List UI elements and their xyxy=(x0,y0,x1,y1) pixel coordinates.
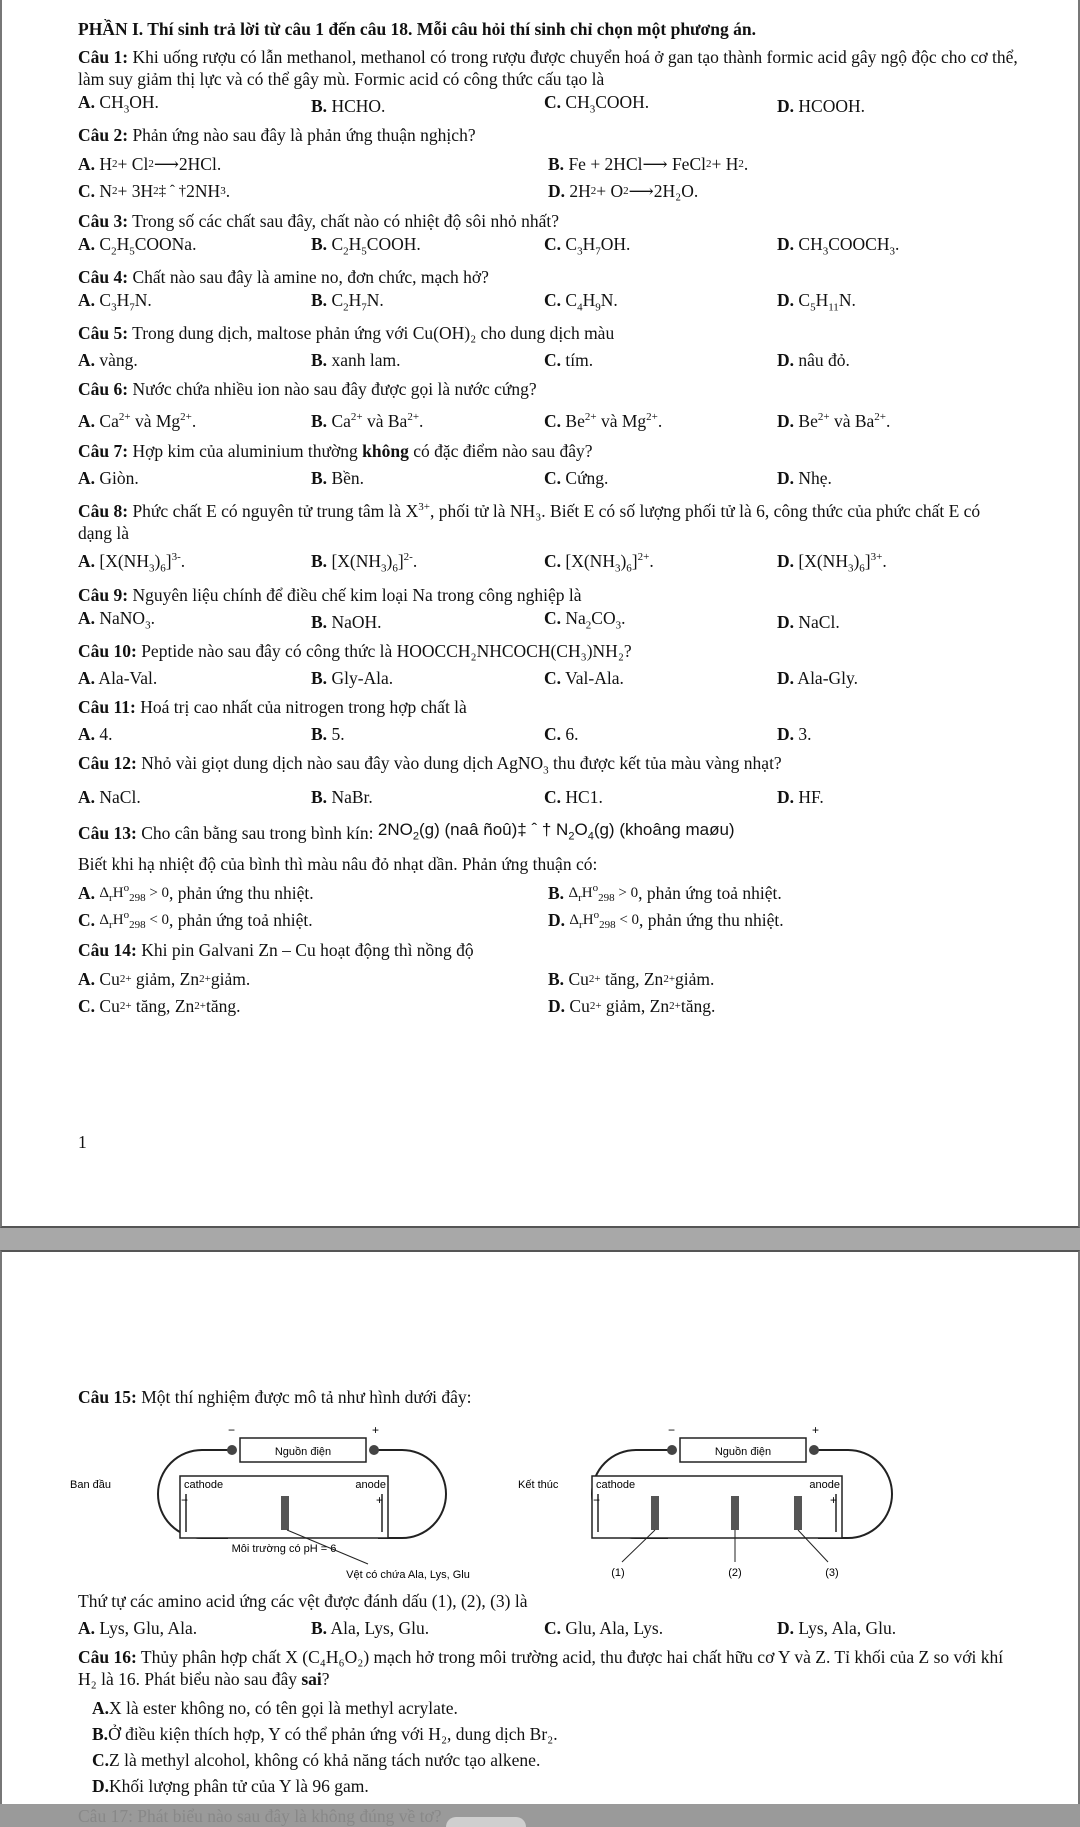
fig1-cathode-label: cathode xyxy=(184,1479,224,1491)
question-7 xyxy=(78,440,1018,490)
fig2-minus: − xyxy=(668,1423,676,1437)
q9-option-a[interactable]: A. NaNO$_3$. xyxy=(78,608,155,632)
q4-option-a[interactable]: A. $C_3H_7N$. xyxy=(78,290,152,314)
q16-option-d[interactable]: D. Khối lượng phân tử của Y là 96 gam. xyxy=(92,1776,369,1796)
q6-option-d[interactable]: D. $Be^{2+}$ và $Ba^{2+}$. xyxy=(777,410,891,431)
q7-number: Câu 7: xyxy=(78,441,129,461)
q16-number: Câu 16: xyxy=(78,1647,137,1667)
q14-option-a[interactable]: A. Cu 2+ giảm, Zn 2+ giảm. xyxy=(78,968,251,989)
question-3 xyxy=(78,210,1018,260)
q7-option-a[interactable]: A. Giòn. xyxy=(78,468,139,488)
q15-option-c[interactable]: C. Glu, Ala, Lys. xyxy=(544,1618,664,1638)
q5-option-d[interactable]: D. nâu đỏ. xyxy=(777,350,850,370)
equilibrium-arrow-icon: ‡ ˆ † xyxy=(158,182,187,199)
fig1-source-label: Nguồn điện xyxy=(274,1446,332,1458)
q14-number: Câu 14: xyxy=(78,940,137,961)
q3-option-d[interactable]: D. $CH_3COOCH_3$. xyxy=(777,234,900,258)
q7-option-d[interactable]: D. Nhẹ. xyxy=(777,468,832,488)
q8-option-b[interactable]: B. $[X(NH_3)_6]^{2-}$. xyxy=(311,551,418,575)
q11-option-b[interactable]: B. 5. xyxy=(311,723,345,744)
q5-number: Câu 5: xyxy=(78,323,129,343)
q12-number: Câu 12: xyxy=(78,752,137,773)
q13-option-b[interactable]: B. $\Delta_rH^o_{298} > 0$ , phản ứng toả nhiệt. xyxy=(548,881,782,904)
q13-option-a[interactable]: A. $\Delta_rH^o_{298} > 0$ , phản ứng thu nhiệt. xyxy=(78,881,314,904)
q6-option-b[interactable]: B. $Ca^{2+}$ và $Ba^{2+}$. xyxy=(311,410,424,431)
q4-text: Chất nào sau đây là amine no, đơn chức, mạch hở? xyxy=(128,267,489,287)
q2-option-d[interactable]: D. 2H 2 + O 2 ⟶ 2H₂O. xyxy=(548,180,699,201)
question-10 xyxy=(78,640,1018,690)
q8-option-d[interactable]: D. $[X(NH_3)_6]^{3+}$. xyxy=(777,551,887,575)
fig2-end-label: Kết thúc xyxy=(518,1479,559,1491)
page-2 xyxy=(0,1250,1080,1826)
q11-text: Hoá trị cao nhất của nitrogen trong hợp chất là xyxy=(135,696,467,717)
q5-option-a[interactable]: A. vàng. xyxy=(78,350,138,370)
q3-option-a[interactable]: A. $C_2H_5COONa$. xyxy=(78,234,197,258)
q10-text: Peptide nào sau đây có công thức là HOOCCH₂NHCOCH(CH₃)NH₂? xyxy=(136,640,632,661)
page-2-content xyxy=(70,1386,1018,1826)
fig1-minus: − xyxy=(228,1423,236,1437)
arrow-icon: ⟶ xyxy=(153,153,179,174)
q16-option-b[interactable]: B. Ở điều kiện thích hợp, Y có thể phản ứng với H₂, dung dịch Br₂. xyxy=(92,1724,558,1744)
q2-option-c[interactable]: C. N 2 + 3H 2 ‡ ˆ † 2NH 3 . xyxy=(78,180,231,201)
question-2 xyxy=(78,124,1018,204)
q11-number: Câu 11: xyxy=(78,696,136,717)
q10-option-a[interactable]: A. Ala-Val. xyxy=(78,667,158,688)
question-11 xyxy=(78,696,1018,746)
question-6 xyxy=(78,378,1018,434)
q13-text: Cho cân bằng sau trong bình kín: xyxy=(136,823,378,844)
q13-equation: $2NO_2(g)$ (naâ ñoû)‡ ˆ † $N_2O_4(g)$ (khoâng maøu) xyxy=(377,820,735,843)
q5-text: Trong dung dịch, maltose phản ứng với Cu(OH)₂ cho dung dịch màu xyxy=(128,323,615,343)
fig2-mark-2: (2) xyxy=(728,1567,742,1579)
comment-bubble xyxy=(446,1817,526,1827)
q3-option-b[interactable]: B. $C_2H_5COOH$. xyxy=(311,234,421,258)
q12-option-a[interactable]: A. NaCl. xyxy=(78,787,141,808)
fig2-cathode-label: cathode xyxy=(596,1479,636,1491)
q16-emphasis: sai xyxy=(301,1669,322,1689)
q16-text: Thủy phân hợp chất X (C₄H₆O₂) mạch hở trong môi trường acid, thu được hai chất hữu cơ Y và Z. Tỉ khối của Z so với khí H₂ là 16. Phát biểu nào sau đây xyxy=(78,1647,1004,1689)
fig1-env-label: Môi trường có pH = 6 xyxy=(231,1543,337,1555)
q16-option-c[interactable]: C. Z là methyl alcohol, không có khả năng tách nước tạo alkene. xyxy=(92,1750,541,1770)
q9-option-c[interactable]: C. $Na_2CO_3$. xyxy=(544,608,626,632)
q1-option-d[interactable]: D. HCOOH. xyxy=(777,96,865,116)
fig1-anode-label: anode xyxy=(355,1479,386,1491)
fig1-cathode-sign: − xyxy=(181,1493,189,1507)
fig2-spot-2 xyxy=(731,1496,739,1530)
electrophoresis-figures xyxy=(68,1412,1018,1590)
q12-text-end: thu được kết tủa màu vàng nhạt? xyxy=(548,752,782,773)
q15-option-d[interactable]: D. Lys, Ala, Glu. xyxy=(777,1618,897,1638)
q8-text: Phức chất E có nguyên tử trung tâm là X xyxy=(128,500,419,521)
q10-option-b[interactable]: B. Gly-Ala. xyxy=(311,667,394,688)
q13-number: Câu 13: xyxy=(78,823,137,844)
q5-option-b[interactable]: B. xanh lam. xyxy=(311,350,401,370)
q4-number: Câu 4: xyxy=(78,267,129,287)
q10-option-d[interactable]: D. Ala-Gly. xyxy=(777,667,859,688)
q5-option-c[interactable]: C. tím. xyxy=(544,350,594,370)
fig2-spot-1 xyxy=(651,1496,659,1530)
q7-option-c[interactable]: C. Cứng. xyxy=(544,468,609,488)
q4-option-c[interactable]: C. $C_4H_9N$. xyxy=(544,290,618,314)
q1-text: Khi uống rượu có lẫn methanol, methanol có trong rượu được chuyển hoá ở gan tạo thành formic acid gây ngộ độc cho cơ thể, làm suy giảm thị lực và có thể gây mù. Formic acid có công thức cấu tạo là xyxy=(78,47,1018,89)
q10-number: Câu 10: xyxy=(78,640,137,661)
q10-option-c[interactable]: C. Val-Ala. xyxy=(544,667,624,688)
q15-option-a[interactable]: A. Lys, Glu, Ala. xyxy=(78,1618,198,1638)
figure-final xyxy=(518,1412,958,1590)
fig2-anode-label: anode xyxy=(809,1479,840,1491)
fig1-spot-label: Vệt có chứa Ala, Lys, Glu xyxy=(346,1569,470,1581)
question-15 xyxy=(70,1386,1018,1640)
fig2-mark-3: (3) xyxy=(825,1567,839,1579)
q8-number: Câu 8: xyxy=(78,500,129,521)
equilibrium-arrow-icon: ‡ ˆ † xyxy=(517,820,552,840)
q11-option-c[interactable]: C. 6. xyxy=(544,723,579,744)
q15-text: Một thí nghiệm được mô tả như hình dưới đây: xyxy=(136,1387,472,1407)
question-12: Câu 12: Nhỏ vài giọt dung dịch nào sau đây vào dung dịch AgNO$_3$ thu được kết tủa màu vàng nhạt? A. NaCl. B. NaBr. C. HC1. D. HF. xyxy=(78,752,1018,810)
q17-text: Câu 17: Phát biểu nào sau đây là không đúng về tơ? xyxy=(78,1806,442,1826)
fig1-anode-sign: + xyxy=(376,1493,384,1507)
q7-option-b[interactable]: B. Bền. xyxy=(311,468,365,488)
q12-option-b[interactable]: B. NaBr. xyxy=(311,787,373,808)
question-5 xyxy=(78,322,1018,372)
q2-option-a[interactable]: A. H 2 + Cl 2 ⟶ 2HCl. xyxy=(78,153,222,174)
q14-text: Khi pin Galvani Zn – Cu hoạt động thì nồng độ xyxy=(136,940,474,961)
q2-text: Phản ứng nào sau đây là phản ứng thuận nghịch? xyxy=(128,125,476,145)
q8-option-c[interactable]: C. $[X(NH_3)_6]^{2+}$. xyxy=(544,551,654,575)
figure-initial xyxy=(68,1412,488,1590)
q2-option-b[interactable]: B. Fe + 2HCl ⟶ FeCl 2 + H 2 . xyxy=(548,153,749,174)
q8-option-a[interactable]: A. $[X(NH_3)_6]^{3-}$. xyxy=(78,551,186,575)
q15-number: Câu 15: xyxy=(78,1387,137,1407)
q12-option-d[interactable]: D. HF. xyxy=(777,787,824,808)
q3-text: Trong số các chất sau đây, chất nào có nhiệt độ sôi nhỏ nhất? xyxy=(128,211,559,231)
fig2-cathode-sign: − xyxy=(593,1493,601,1507)
question-16 xyxy=(78,1646,1018,1799)
question-17-partial xyxy=(78,1805,1018,1826)
q6-option-c[interactable]: C. $Be^{2+}$ và $Mg^{2+}$. xyxy=(544,410,663,431)
question-1 xyxy=(78,46,1018,118)
q7-text-end: có đặc điểm nào sau đây? xyxy=(408,441,593,461)
q9-number: Câu 9: xyxy=(78,584,129,605)
question-14 xyxy=(78,939,1018,1019)
q2-number: Câu 2: xyxy=(78,125,129,145)
q9-option-d[interactable]: D. NaCl. xyxy=(777,611,840,632)
fig2-plus: + xyxy=(812,1423,820,1437)
q13-line2: Biết khi hạ nhiệt độ của bình thì màu nâu đỏ nhạt dần. Phản ứng thuận có: xyxy=(78,854,598,875)
q7-emphasis: không xyxy=(362,441,409,461)
q11-option-a[interactable]: A. 4. xyxy=(78,723,113,744)
q16-option-a[interactable]: A. X là ester không no, có tên gọi là methyl acrylate. xyxy=(92,1698,458,1718)
q1-option-a[interactable]: A. $CH_3OH$. xyxy=(78,92,159,116)
fig1-start-label: Ban đầu xyxy=(70,1479,111,1491)
q12-option-c[interactable]: C. HC1. xyxy=(544,787,603,808)
q6-option-a[interactable]: A. $Ca^{2+}$ và $Mg^{2+}$. xyxy=(78,410,197,431)
question-4 xyxy=(78,266,1018,316)
q6-text: Nước chứa nhiều ion nào sau đây được gọi là nước cứng? xyxy=(128,379,537,399)
fig2-source-label: Nguồn điện xyxy=(714,1446,772,1458)
fig2-spot-3 xyxy=(794,1496,802,1530)
fig2-anode-sign: + xyxy=(830,1493,838,1507)
q11-option-d[interactable]: D. 3. xyxy=(777,723,812,744)
arrow-icon: ⟶ xyxy=(628,180,654,201)
q16-text-end: ? xyxy=(321,1669,330,1689)
q9-option-b[interactable]: B. NaOH. xyxy=(311,611,382,632)
question-13 xyxy=(78,819,1018,933)
section-heading: PHẦN I. Thí sinh trả lời từ câu 1 đến câu 18. Mỗi câu hỏi thí sinh chỉ chọn một phương án. xyxy=(78,19,756,39)
q13-option-c[interactable]: C. $\Delta_rH^o_{298} < 0$ , phản ứng toả nhiệt. xyxy=(78,908,313,931)
fig1-plus: + xyxy=(372,1423,380,1437)
page-number: 1 xyxy=(78,1132,87,1152)
q14-option-c[interactable]: C. Cu 2+ tăng, Zn 2+ tăng. xyxy=(78,995,241,1016)
arrow-icon: ⟶ xyxy=(642,153,668,174)
q6-number: Câu 6: xyxy=(78,379,129,399)
question-8: Câu 8: Phức chất E có nguyên tử trung tâm là $X^{3+}$, phối tử là NH₃. Biết E có số lượng phối tử là 6, công thức của phức chất E có dạng là A. $[X(NH_3)_6]^{3-}$. B. $[X(NH_3)_6]^{2-}$. C. $[X(NH_3)_6]^{2+}$. D. $[X(NH_3)_6]^{3+}$. xyxy=(78,496,1018,578)
page-1-content xyxy=(78,18,1018,1019)
page-gap xyxy=(0,1228,1080,1250)
q1-option-c[interactable]: C. $CH_3COOH$. xyxy=(544,92,650,116)
q14-option-d[interactable]: D. Cu 2+ giảm, Zn 2+ tăng. xyxy=(548,995,716,1016)
q13-option-d[interactable]: D. $\Delta_rH^o_{298} < 0$ , phản ứng thu nhiệt. xyxy=(548,908,784,931)
q15-option-b[interactable]: B. Ala, Lys, Glu. xyxy=(311,1618,430,1638)
question-9 xyxy=(78,584,1018,634)
q14-option-b[interactable]: B. Cu 2+ tăng, Zn 2+ giảm. xyxy=(548,968,715,989)
q3-option-c[interactable]: C. $C_3H_7OH$. xyxy=(544,234,631,258)
q3-number: Câu 3: xyxy=(78,211,129,231)
fig2-mark-1: (1) xyxy=(611,1567,625,1579)
q4-option-b[interactable]: B. $C_2H_7N$. xyxy=(311,290,384,314)
q9-text: Nguyên liệu chính để điều chế kim loại Na trong công nghiệp là xyxy=(128,584,582,605)
q1-number: Câu 1: xyxy=(78,47,129,67)
q7-text: Hợp kim của aluminium thường xyxy=(128,441,363,461)
q8-text-end: , phối tử là NH₃. Biết E có số lượng phối tử là 6, công thức của phức chất E có dạng là xyxy=(78,500,981,543)
q4-option-d[interactable]: D. $C_5H_{11}N$. xyxy=(777,290,856,314)
q1-option-b[interactable]: B. HCHO. xyxy=(311,96,386,116)
fig1-spot xyxy=(281,1496,289,1530)
q12-text: Nhỏ vài giọt dung dịch nào sau đây vào dung dịch AgNO xyxy=(136,752,544,773)
q15-line2: Thứ tự các amino acid ứng các vệt được đánh dấu (1), (2), (3) là xyxy=(78,1591,528,1611)
